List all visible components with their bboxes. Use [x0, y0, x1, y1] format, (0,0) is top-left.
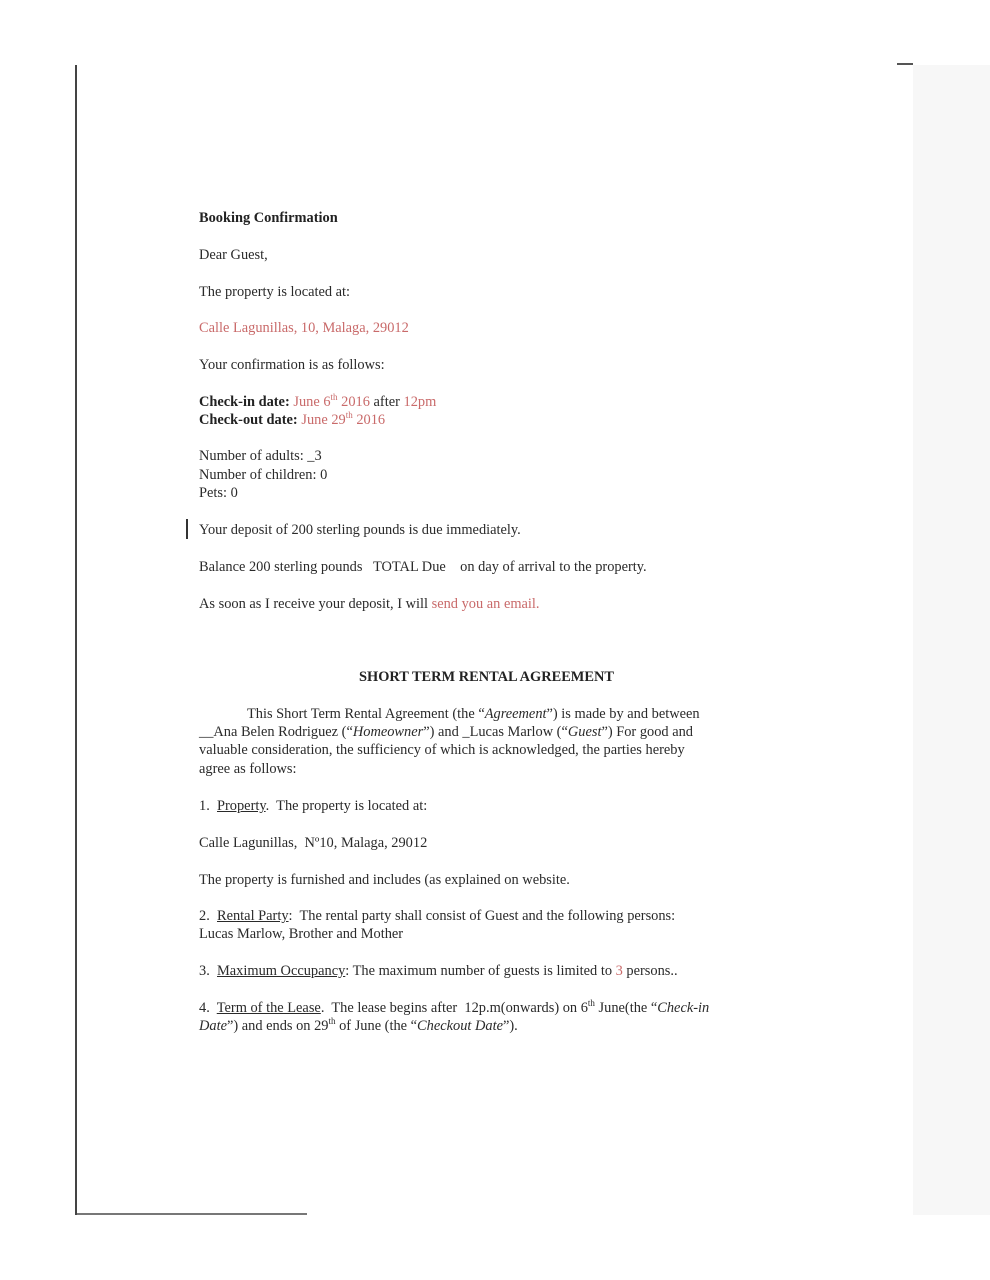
checkout-line [199, 411, 385, 429]
property-address: Calle Lagunillas, 10, Malaga, 29012 [199, 320, 409, 336]
deposit-note: Your deposit of 200 sterling pounds is due immediately. [199, 522, 521, 538]
greeting: Dear Guest, [199, 247, 268, 263]
location-intro: The property is located at: [199, 284, 351, 300]
scan-edge-bottom [77, 1213, 307, 1215]
checkout-date: June 29th 2016 [301, 410, 386, 428]
agreement-intro-line1: This Short Term Rental Agreement (the “Agreement”) is made by and between [247, 706, 700, 722]
section-lease-term-line2: Date”) and ends on 29th of June (the “Checkout Date”). [199, 1016, 518, 1034]
agreement-intro-line4: agree as follows: [199, 761, 297, 777]
scan-edge-left [75, 65, 77, 1215]
section-property-address: Calle Lagunillas, Nº10, Malaga, 29012 [199, 835, 428, 851]
agreement-intro-line3: valuable consideration, the sufficiency of which is acknowledged, the parties hereby [199, 742, 685, 758]
checkin-time: 12pm [403, 394, 437, 410]
section-property-furnished: The property is furnished and includes (as explained on website. [199, 872, 570, 888]
margin-change-bar [186, 519, 188, 539]
section-rental-party-persons: Lucas Marlow, Brother and Mother [199, 926, 404, 942]
confirmation-intro: Your confirmation is as follows: [199, 357, 385, 373]
checkin-label: Check-in date: [199, 394, 290, 410]
section-max-occupancy: 3. Maximum Occupancy: The maximum number of guests is limited to 3 persons.. [199, 963, 678, 979]
agreement-title: SHORT TERM RENTAL AGREEMENT [359, 669, 614, 685]
adults-count: Number of adults: _3 [199, 448, 322, 464]
children-count: Number of children: 0 [199, 467, 328, 483]
checkin-date: June 6th 2016 [293, 392, 370, 410]
section-lease-term-line1: 4. Term of the Lease. The lease begins after 12p.m(onwards) on 6th June(the “Check-in [199, 998, 710, 1016]
section-property: 1. Property. The property is located at: [199, 798, 428, 814]
scan-edge-right [913, 65, 990, 1215]
balance-note: Balance 200 sterling pounds TOTAL Due on day of arrival to the property. [199, 559, 647, 575]
booking-title: Booking Confirmation [199, 210, 338, 226]
agreement-intro-line2: __Ana Belen Rodriguez (“Homeowner”) and _Lucas Marlow (“Guest”) For good and [199, 724, 693, 740]
checkin-line: Check-in date: June 6th 2016 after 12pm [199, 392, 437, 410]
pets-count: Pets: 0 [199, 485, 238, 501]
scan-edge-tick [897, 63, 913, 65]
section-rental-party: 2. Rental Party: The rental party shall consist of Guest and the following persons: [199, 908, 676, 924]
checkout-label: Check-out date: [199, 412, 298, 428]
email-note: As soon as I receive your deposit, I will send you an email. [199, 596, 540, 612]
